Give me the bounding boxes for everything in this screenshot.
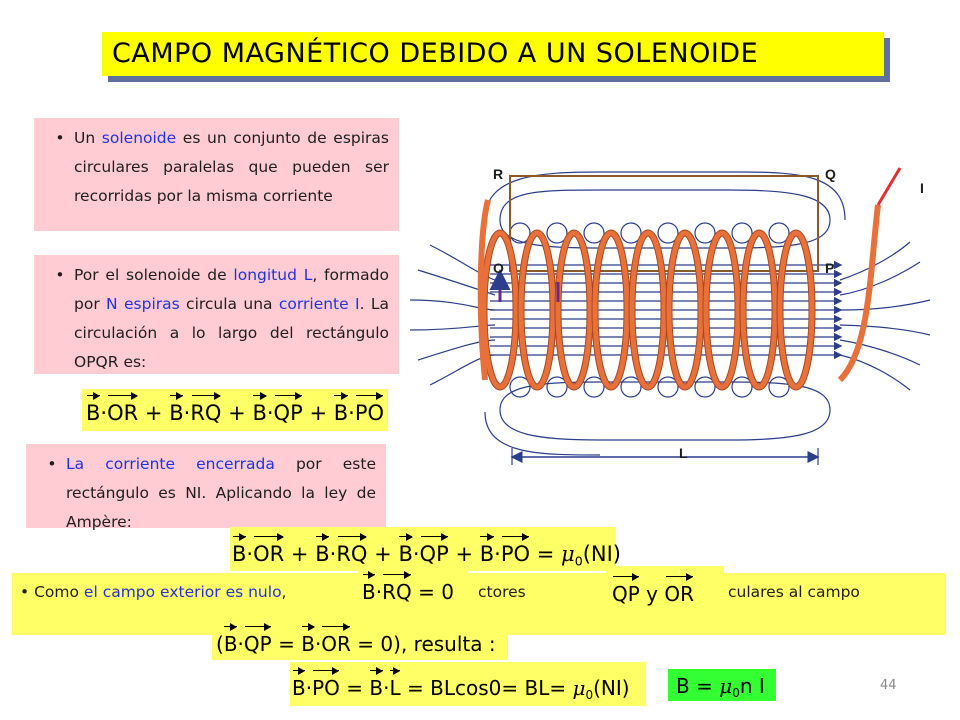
exterior-field-text: • Como el campo exterior es nulo, xyxy=(20,583,287,601)
bullet: • xyxy=(55,129,65,147)
formula-final: $B\cdot PO = B\cdot L = BLcos0= BL= \mu_0(NI)$ xyxy=(292,676,630,703)
label-p: P xyxy=(825,260,835,276)
solenoid-svg xyxy=(400,150,940,480)
field-loop-bottom xyxy=(500,382,830,440)
formula-circulation: B·OR + B·RQ + B·QP + B·PO xyxy=(86,401,385,425)
field-line-flare xyxy=(840,300,930,310)
page-number: 44 xyxy=(880,678,897,693)
formula-qp-or: QP y OR xyxy=(612,582,695,606)
result-formula: $B = \mu_0n$ I xyxy=(676,674,765,701)
solenoid-definition-text: • Un solenoide es un conjunto de espiras circulares paralelas que pueden ser recorridas por la misma corriente xyxy=(42,124,389,211)
solenoid-diagram xyxy=(400,150,940,484)
circulation-box xyxy=(34,255,399,374)
field-line-flare xyxy=(840,262,920,295)
slide-title: CAMPO MAGNÉTICO DEBIDO A UN SOLENOIDE xyxy=(102,32,884,76)
bullet: • xyxy=(47,455,57,473)
circulation-text: • Por el solenoide de longitud L, formado por N espiras circula una corriente I. La circulación a lo largo del rectángulo OPQR es: xyxy=(42,261,389,377)
coil-lead-right xyxy=(840,205,878,380)
exterior-field-box: • Como el campo exterior es nulo, ctores culares al campo xyxy=(12,573,946,635)
formula-ampere: $B\cdot OR + B\cdot RQ + B\cdot QP + B\cdot PO = \mu_0(NI)$ xyxy=(232,542,621,569)
label-l: L xyxy=(679,445,688,461)
bullet: • xyxy=(55,266,65,284)
label-q: Q xyxy=(825,166,836,182)
formula-rq: B·RQ = 0 xyxy=(362,580,454,604)
current-lead xyxy=(878,168,900,205)
solenoid-definition-box xyxy=(34,118,399,231)
label-i: I xyxy=(920,180,924,196)
solenoide-term: solenoide xyxy=(101,129,177,147)
field-line-flare xyxy=(840,325,930,335)
label-r: R xyxy=(493,166,504,182)
field-loop-top-outer xyxy=(485,172,845,220)
label-o: O xyxy=(493,260,504,276)
ampere-box xyxy=(26,444,386,531)
formula-result: (B·QP = B·OR = 0), resulta : xyxy=(216,632,496,656)
ampere-text: • La corriente encerrada por este rectángulo es NI. Aplicando la ley de Ampère: xyxy=(34,450,376,537)
